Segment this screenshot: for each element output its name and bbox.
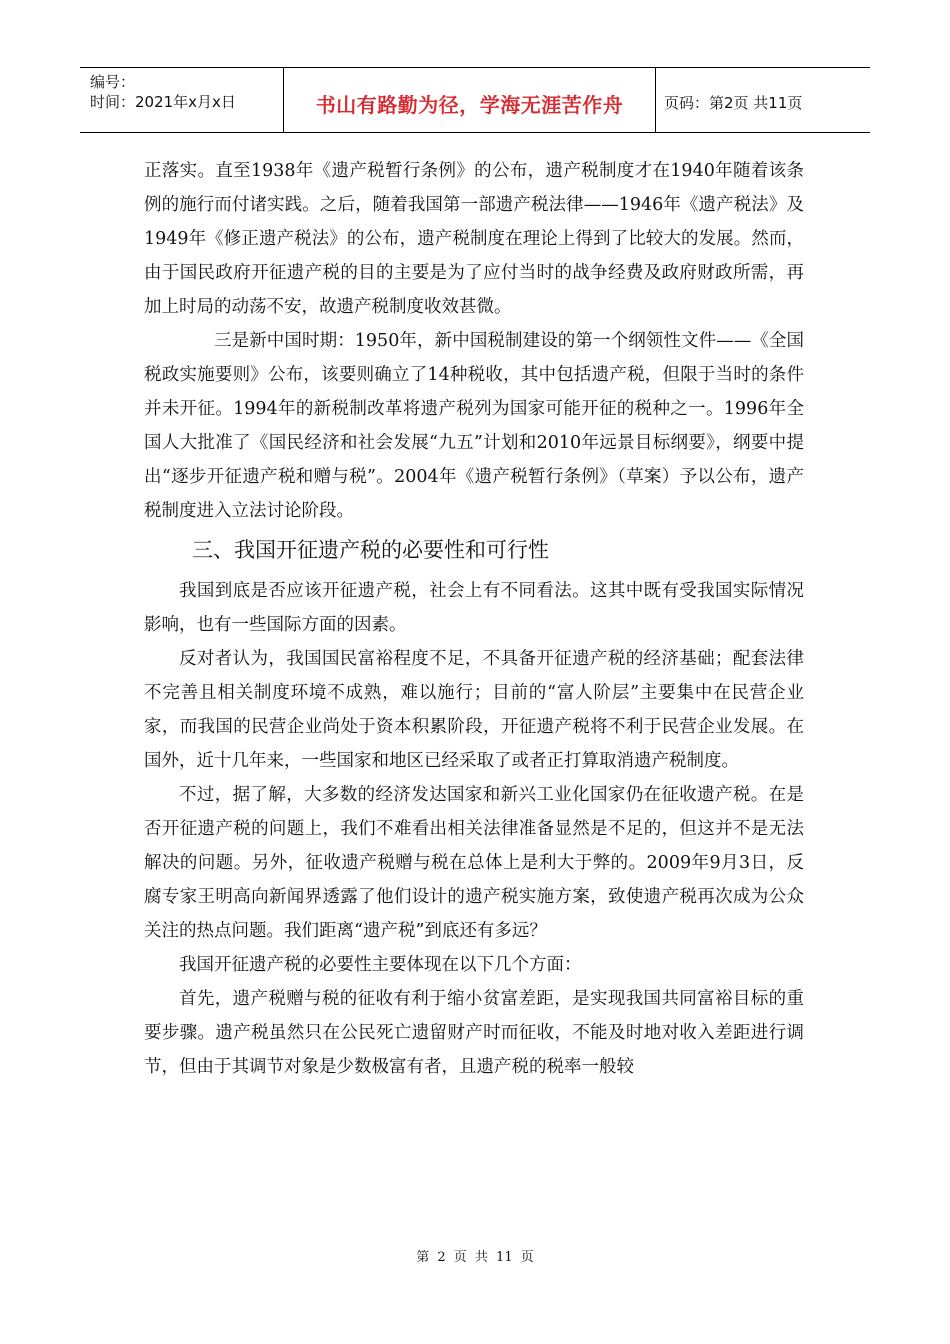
section-heading: 三、我国开征遗产税的必要性和可行性 <box>192 538 549 562</box>
paragraph: 我国到底是否应该开征遗产税，社会上有不同看法。这其中既有受我国实际情况影响，也有一些国际方面的因素。 <box>144 581 804 635</box>
header-meta-cell <box>80 68 284 132</box>
header-motto: 书山有路勤为径，学海无涯苦作舟 <box>315 92 624 117</box>
document-number-label: 编号： <box>90 73 136 91</box>
paragraph: 反对者认为，我国国民富裕程度不足，不具备开征遗产税的经济基础；配套法律不完善且相关制度环境不成熟，难以施行；目前的“富人阶层”主要集中在民营企业家，而我国的民营企业尚处于资本积累阶段，开征遗产税将不利于民营企业发展。在国外，近十几年来，一些国家和地区已经采取了或者正打算取消遗产税制度。 <box>144 649 804 771</box>
page-header <box>80 67 870 133</box>
paragraph: 正落实。直至1938年《遗产税暂行条例》的公布，遗产税制度才在1940年随着该条例的施行而付诸实践。之后，随着我国第一部遗产税法律——1946年《遗产税法》及1949年《修正遗产税法》的公布，遗产税制度在理论上得到了比较大的发展。然而，由于国民政府开征遗产税的目的主要是为了应付当时的战争经费及政府财政所需，再加上时局的动荡不安，故遗产税制度收效甚微。 <box>144 161 804 317</box>
header-page-cell <box>656 68 870 132</box>
paragraph: 我国开征遗产税的必要性主要体现在以下几个方面： <box>179 955 582 975</box>
document-body <box>144 154 804 1084</box>
header-page-label: 页码：第2页 共11页 <box>664 93 803 112</box>
document-time-label: 时间：2021年x月x日 <box>90 93 236 111</box>
paragraph: 三是新中国时期：1950年，新中国税制建设的第一个纲领性文件——《全国税政实施要则》公布，该要则确立了14种税收，其中包括遗产税，但限于当时的条件并未开征。1994年的新税制改革将遗产税列为国家可能开征的税种之一。1996年全国人大批准了《国民经济和社会发展“九五”计划和2010年远景目标纲要》，纲要中提出“逐步开征遗产税和赠与税”。2004年《遗产税暂行条例》（草案）予以公布，遗产税制度进入立法讨论阶段。 <box>144 331 804 521</box>
paragraph: 首先，遗产税赠与税的征收有利于缩小贫富差距，是实现我国共同富裕目标的重要步骤。遗产税虽然只在公民死亡遗留财产时而征收，不能及时地对收入差距进行调节，但由于其调节对象是少数极富有者，且遗产税的税率一般较 <box>144 989 804 1077</box>
header-motto-cell <box>284 68 656 132</box>
paragraph: 不过，据了解，大多数的经济发达国家和新兴工业化国家仍在征收遗产税。在是否开征遗产税的问题上，我们不难看出相关法律准备显然是不足的，但这并不是无法解决的问题。另外，征收遗产税赠与税在总体上是利大于弊的。2009年9月3日，反腐专家王明高向新闻界透露了他们设计的遗产税实施方案，致使遗产税再次成为公众关注的热点问题。我们距离“遗产税”到底还有多远？ <box>144 785 804 941</box>
page-footer: 第 2 页 共 11 页 <box>416 1250 534 1265</box>
